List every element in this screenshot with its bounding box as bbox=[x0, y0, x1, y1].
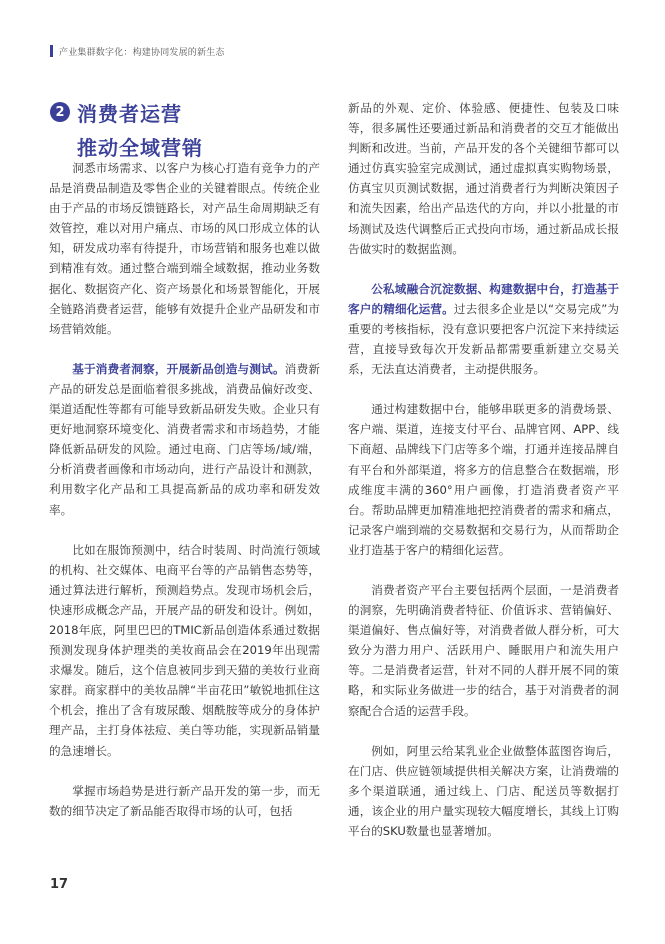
left-column bbox=[49, 158, 320, 841]
paragraph bbox=[49, 359, 320, 520]
page-number: 17 bbox=[50, 877, 69, 892]
paragraph: 比如在服饰预测中，结合时装周、时尚流行领域的机构、社交媒体、电商平台等的产品销售态势等，通过算法进行解析，预测趋势点。发现市场机会后，快速形成概念产品，开展产品的研发和设计。例如，2018年底，阿里巴巴的TMIC新品创造体系通过数据预测发现身体护理类的美妆商品会在2019年出现需求爆发。随后，这个信息被同步到天猫的美妆行业商家群。商家群中的美妆品牌“半亩花田”敏锐地抓住这个机会，推出了含有玻尿酸、烟酰胺等成分的身体护理产品，主打身体祛痘、美白等功能，实现新品销量的急速增长。 bbox=[49, 542, 320, 758]
highlight-lead: 基于消费者洞察，开展新品创造与测试。 bbox=[72, 361, 285, 376]
header-marker bbox=[50, 45, 53, 57]
paragraph-text: 过去很多企业是以“交易完成”为重要的考核指标，没有意识要把客户沉淀下来持续运营，直接导致每次开发新品都需要重新建立交易关系，无法直达消费者，主动提供服务。 bbox=[348, 301, 619, 377]
paragraph: 例如，阿里云给某乳业企业做整体蓝图咨询后，在门店、供应链领域提供相关解决方案，让消费端的多个渠道联通，通过线上、门店、配送员等数据打通，该企业的用户量实现较大幅度增长，其线上订购平台的SKU数量也显著增加。 bbox=[348, 743, 619, 838]
paragraph: 消费者资产平台主要包括两个层面，一是消费者的洞察，先明确消费者特征、价值诉求、营销偏好、渠道偏好、售点偏好等，对消费者做人群分析，可大致分为潜力用户、活跃用户、睡眠用户和流失用户等。二是消费者运营，针对不同的人群开展不同的策略，和实际业务做进一步的结合，基于对消费者的洞察配合合适的运营手段。 bbox=[348, 582, 619, 718]
paragraph-text: 消费新产品的研发总是面临着很多挑战，消费品偏好改变、渠道适配性等都有可能导致新品研发失败。企业只有更好地洞察环境变化、消费者需求和市场趋势，才能降低新品研发的风险。通过电商、门店等场/域/端，分析消费者画像和市场动向，进行产品设计和测款，利用数字化产品和工具提高新品的成功率和研发效率。 bbox=[49, 361, 320, 517]
running-header bbox=[50, 44, 225, 58]
header-text: 产业集群数字化：构建协同发展的新生态 bbox=[59, 47, 225, 58]
section-title-line2: 推动全域营销 bbox=[77, 136, 203, 160]
section-number-badge: 2 bbox=[50, 102, 70, 122]
highlight-lead: 公私域融合沉淀数据、构建数据中台，打造基于客户的精细化运营。 bbox=[348, 281, 619, 316]
paragraph: 掌握市场趋势是进行新产品开发的第一步，而无数的细节决定了新品能否取得市场的认可，包括 bbox=[49, 783, 320, 818]
paragraph bbox=[348, 279, 619, 379]
paragraph: 新品的外观、定价、体验感、便捷性、包装及口味等，很多属性还要通过新品和消费者的交互才能做出判断和改进。当前，产品开发的各个关键细节都可以通过仿真实验室完成测试，通过虚拟真实购物场景，仿真宝贝页测试数据，通过消费者行为判断决策因子和流失因素，给出产品迭代的方向，并以小批量的市场测试及迭代调整后正式投向市场，通过新品成长报告做实时的数据监测。 bbox=[348, 101, 619, 256]
section-title-line1: 消费者运营 bbox=[77, 102, 182, 126]
paragraph: 通过构建数据中台，能够串联更多的消费场景、客户端、渠道，连接支付平台、品牌官网、APP、线下商超、品牌线下门店等多个端，打通并连接品牌自有平台和外部渠道，将多方的信息整合在数据端，形成维度丰满的360°用户画像，打造消费者资产平台。帮助品牌更加精准地把控消费者的需求和痛点，记录客户端到端的交易数据和交易行为，从而帮助企业打造基于客户的精细化运营。 bbox=[348, 402, 619, 557]
right-column bbox=[348, 98, 619, 861]
paragraph: 洞悉市场需求、以客户为核心打造有竞争力的产品是消费品制造及零售企业的关键着眼点。传统企业由于产品的市场反馈链路长，对产品生命周期缺乏有效管控，难以对用户痛点、市场的风口形成立体的认知，研发成功率有待提升，市场营销和服务也难以做到精准有效。通过整合端到端全域数据，推动业务数据化、数据资产化、资产场景化和场景智能化，开展全链路消费者运营，能够有效提升企业产品研发和市场营销效能。 bbox=[49, 161, 320, 336]
